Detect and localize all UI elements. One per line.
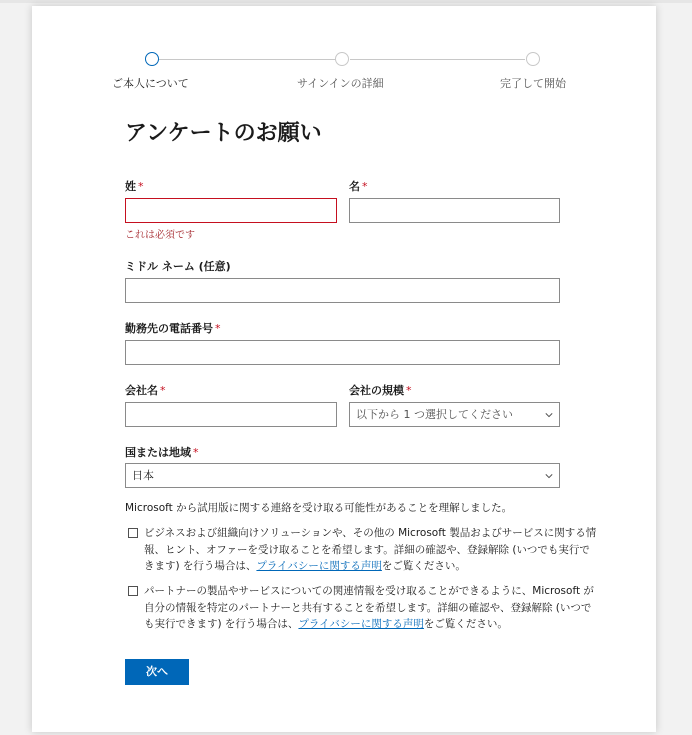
partner-consent-text: パートナーの製品やサービスについての関連情報を受け取ることができるように、Microsoft が自分の情報を特定のパートナーと共有することを希望します。詳細の確認や、登録解除 (いつでも実行できます) を行う場合は、 <box>144 585 594 630</box>
partner-consent-text-end: をご覧ください。 <box>423 618 508 630</box>
company-size-label <box>349 382 412 398</box>
company-field[interactable] <box>125 402 337 427</box>
marketing-consent-text-end: をご覧ください。 <box>381 560 466 572</box>
stepper-line <box>350 59 525 60</box>
step-3-label: 完了して開始 <box>500 77 566 90</box>
company-label-text: 会社名 <box>125 384 158 397</box>
last-name-label-text: 姓 <box>125 180 136 193</box>
first-name-field[interactable] <box>349 198 560 223</box>
step-2-label: サインインの詳細 <box>297 77 384 90</box>
country-label-text: 国または地域 <box>125 446 191 459</box>
middle-name-label: ミドル ネーム (任意) <box>125 260 231 273</box>
step-2-indicator <box>335 52 349 66</box>
partner-consent-row <box>144 583 599 633</box>
partner-consent-checkbox[interactable] <box>128 586 138 596</box>
company-label <box>125 382 166 398</box>
last-name-error: これは必須です <box>125 230 195 241</box>
trial-consent-text: Microsoft から試用版に関する連絡を受け取る可能性があることを理解しました。 <box>125 502 513 514</box>
required-mark: * <box>406 384 412 397</box>
progress-stepper <box>32 6 656 96</box>
marketing-consent-row <box>144 525 599 575</box>
privacy-statement-link[interactable]: プライバシーに関する声明 <box>298 618 424 630</box>
work-phone-label <box>125 320 221 336</box>
required-mark: * <box>362 180 368 193</box>
work-phone-field[interactable] <box>125 340 560 365</box>
signup-card <box>32 6 656 732</box>
required-mark: * <box>138 180 144 193</box>
chevron-down-icon <box>545 472 553 480</box>
step-1-indicator <box>145 52 159 66</box>
first-name-label <box>349 178 368 194</box>
stepper-line <box>159 59 342 60</box>
middle-name-field[interactable] <box>125 278 560 303</box>
page-title: アンケートのお願い <box>125 121 322 146</box>
marketing-consent-checkbox[interactable] <box>128 528 138 538</box>
work-phone-label-text: 勤務先の電話番号 <box>125 322 213 335</box>
window-top-border <box>0 0 692 3</box>
required-mark: * <box>215 322 221 335</box>
privacy-statement-link[interactable]: プライバシーに関する声明 <box>256 560 382 572</box>
chevron-down-icon <box>545 411 553 419</box>
company-size-select[interactable] <box>349 402 560 427</box>
last-name-label <box>125 178 144 194</box>
next-button[interactable]: 次へ <box>125 659 189 685</box>
company-size-value: 以下から 1 つ選択してください <box>356 408 513 421</box>
country-label <box>125 444 199 460</box>
required-mark: * <box>193 446 199 459</box>
country-value: 日本 <box>132 469 154 482</box>
step-1-label: ご本人について <box>112 77 189 90</box>
required-mark: * <box>160 384 166 397</box>
step-3-indicator <box>526 52 540 66</box>
last-name-field[interactable] <box>125 198 337 223</box>
marketing-consent-text: ビジネスおよび組織向けソリューションや、その他の Microsoft 製品およびサービスに関する情報、ヒント、オファーを受け取ることを希望します。詳細の確認や、登録解除 (いつでも実行できます) を行う場合は、 <box>144 527 597 572</box>
company-size-label-text: 会社の規模 <box>349 384 404 397</box>
country-select[interactable] <box>125 463 560 488</box>
first-name-label-text: 名 <box>349 180 360 193</box>
